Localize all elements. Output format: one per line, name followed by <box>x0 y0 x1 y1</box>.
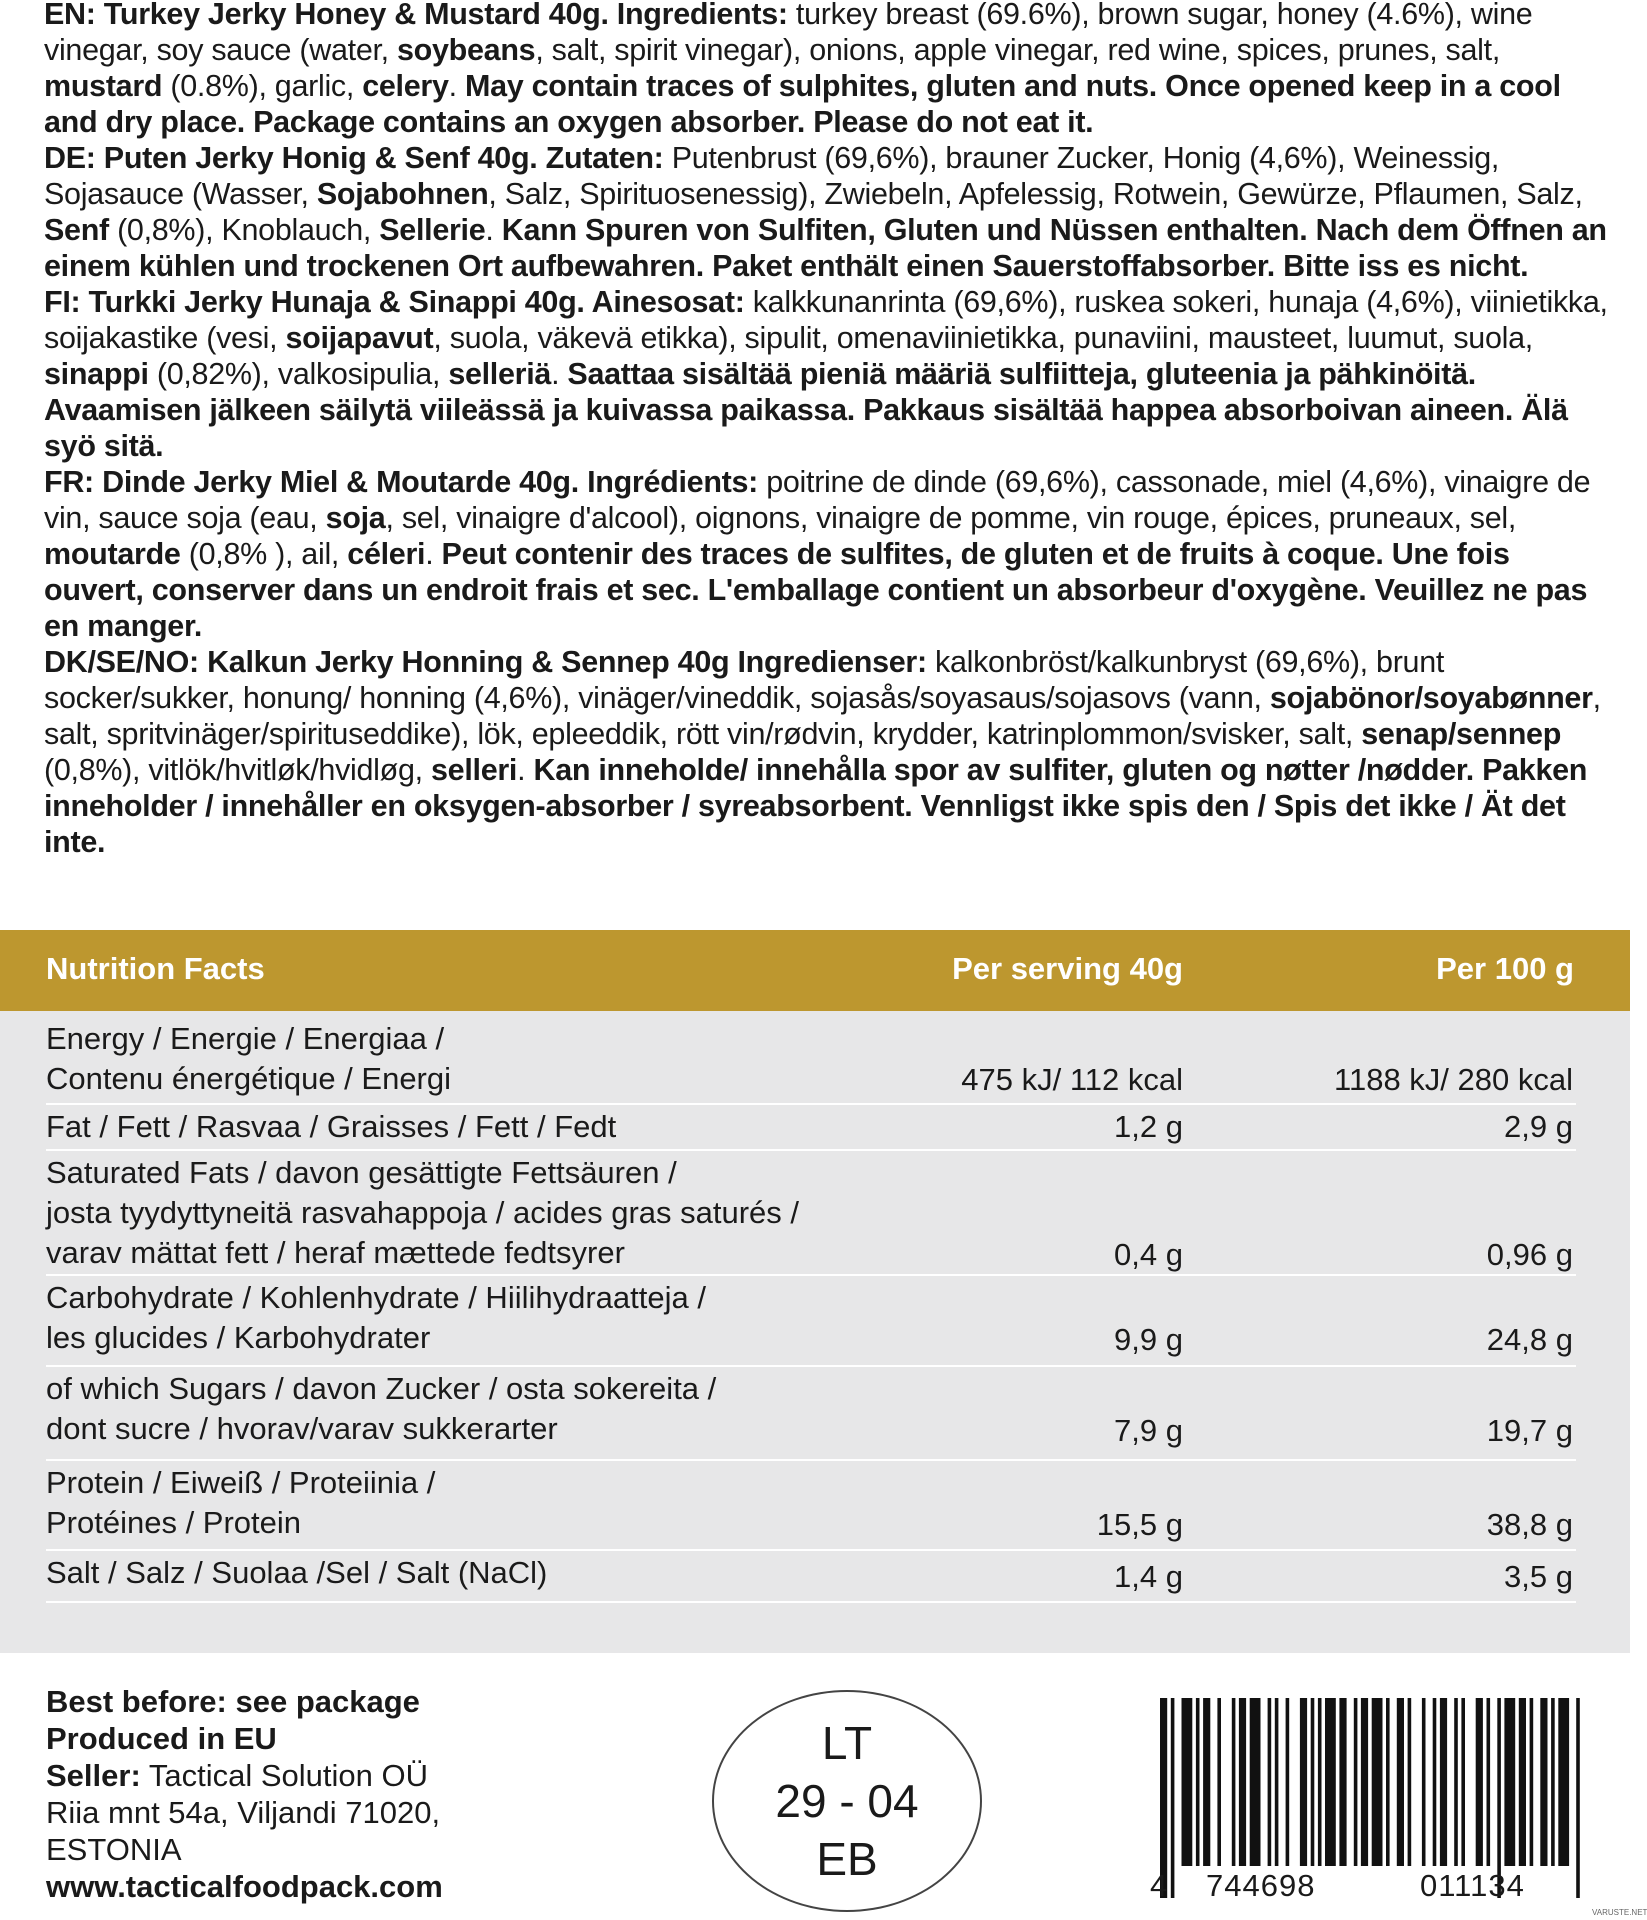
barcode-bar <box>1182 1698 1193 1866</box>
seller-name: Tactical Solution OÜ <box>140 1758 428 1793</box>
stamp-region: EB <box>816 1833 878 1885</box>
ingredient-text-bold: sinappi <box>44 357 149 391</box>
barcode-bar <box>1551 1698 1555 1866</box>
produced-in: Produced in EU <box>46 1721 277 1756</box>
ingredient-text-bold: FR: Dinde Jerky Miel & Moutarde 40g. Ingrédients: <box>44 465 767 499</box>
ingredient-text: , suola, väkevä etikka), sipulit, omenaviinietikka, punaviini, mausteet, luumut, suola, <box>433 321 1533 355</box>
barcode-bar <box>1325 1698 1336 1866</box>
nutrition-row-energy <box>46 1017 1576 1105</box>
ingredient-text-bold: Peut contenir des traces de sulfites, de gluten et de fruits à coque. Une fois ouvert, conserver dans un endroit frais et sec. L'emballage contient un absorbeur d'oxygène. Veuillez ne pas en manger. <box>44 537 1588 643</box>
nutrient-label: Fat / Fett / Rasvaa / Graisses / Fett / Fedt <box>46 1109 617 1144</box>
barcode <box>1150 1698 1590 1910</box>
nutrition-table <box>0 930 1630 1653</box>
stamp-country: LT <box>821 1717 873 1769</box>
barcode-bar <box>1286 1698 1290 1866</box>
per-serving-value: 9,9 g <box>1114 1322 1183 1357</box>
nutrient-label: Salt / Salz / Suolaa /Sel / Salt (NaCl) <box>46 1555 548 1590</box>
barcode-bar <box>1354 1698 1358 1866</box>
per-100g-value: 3,5 g <box>1504 1559 1573 1594</box>
ingredient-text: , sel, vinaigre d'alcool), oignons, vinaigre de pomme, vin rouge, épices, pruneaux, sel, <box>385 501 1517 535</box>
ingredient-text-bold: mustard <box>44 69 163 103</box>
nutrient-label: of which Sugars / davon Zucker / osta sokereita / dont sucre / hvorav/varav sukkerarter <box>46 1371 717 1446</box>
per-serving-value: 7,9 g <box>1114 1413 1183 1448</box>
ingredient-text-bold: moutarde <box>44 537 181 571</box>
barcode-bar <box>1397 1698 1404 1866</box>
barcode-digits-right: 011134 <box>1420 1868 1525 1903</box>
barcode-bar <box>1422 1698 1426 1866</box>
barcode-bar <box>1440 1698 1447 1866</box>
barcode-bar <box>1519 1698 1526 1866</box>
ingredient-text-bold: soja <box>325 501 386 535</box>
ingredient-text: . <box>485 213 502 247</box>
per-100g-value: 2,9 g <box>1504 1109 1573 1144</box>
barcode-bar <box>1504 1698 1515 1866</box>
per-100g-value: 0,96 g <box>1486 1237 1573 1272</box>
barcode-bar <box>1311 1698 1315 1866</box>
ingredients-fr <box>44 464 1614 644</box>
ingredient-text: . <box>517 753 534 787</box>
barcode-bar <box>1300 1698 1307 1866</box>
barcode-bar <box>1217 1698 1221 1866</box>
barcode-bar <box>1339 1698 1346 1866</box>
barcode-bar <box>1250 1698 1261 1866</box>
ingredient-text-bold: DE: Puten Jerky Honig & Senf 40g. Zutaten: <box>44 141 672 175</box>
barcode-bar <box>1361 1698 1368 1866</box>
barcode-bar <box>1558 1698 1569 1866</box>
ingredient-text: (0,8% ), ail, <box>180 537 348 571</box>
barcode-bar <box>1239 1698 1246 1866</box>
seller-label: Seller: <box>46 1758 141 1793</box>
health-mark-stamp <box>712 1690 982 1912</box>
ingredient-text: (0,82%), valkosipulia, <box>148 357 449 391</box>
barcode-bar <box>1268 1698 1272 1866</box>
ingredient-text: turkey breast (69.6%), brown sugar, honey (4.6%), wine vinegar, soy sauce (water, <box>44 0 1533 67</box>
ingredient-text: (0,8%), vitlök/hvitløk/hvidløg, <box>44 753 432 787</box>
nutrient-label: Protein / Eiweiß / Proteiinia / Protéines / Protein <box>46 1465 436 1540</box>
ingredient-text-bold: céleri <box>347 537 426 571</box>
ingredient-text-bold: selleriä <box>448 357 552 391</box>
nutrient-label: Energy / Energie / Energiaa / Contenu énergétique / Energi <box>46 1021 452 1096</box>
ingredient-text: , Salz, Spirituosenessig), Zwiebeln, Apfelessig, Rotwein, Gewürze, Pflaumen, Salz, <box>488 177 1583 211</box>
barcode-bar <box>1318 1698 1322 1866</box>
barcode-bar <box>1408 1698 1412 1866</box>
seller-address: Riia mnt 54a, Viljandi 71020, <box>46 1795 441 1830</box>
ingredient-text-bold: Kann Spuren von Sulfiten, Gluten und Nüssen enthalten. Nach dem Öffnen an einem kühlen und trockenen Ort aufbewahren. Paket enthält einen Sauerstoffabsorber. Bitte iss es nicht. <box>44 213 1607 283</box>
ingredients-fi <box>44 284 1614 464</box>
ingredient-text: , salt, spritvinäger/spirituseddike), lök, epleeddik, rött vin/rødvin, krydder, katrinplommon/svisker, salt, <box>44 681 1601 751</box>
nutrition-row-saturated-fats <box>46 1151 1576 1276</box>
nutrition-row-sugars <box>46 1367 1576 1461</box>
ingredient-text-bold: sojabönor/soyabønner <box>1269 681 1593 715</box>
ingredient-text: Putenbrust (69,6%), brauner Zucker, Honig (4,6%), Weinessig, Sojasauce (Wasser, <box>44 141 1500 211</box>
ingredient-text-bold: EN: Turkey Jerky Honey & Mustard 40g. Ingredients: <box>44 0 796 31</box>
ingredients-en <box>44 0 1614 140</box>
nutrition-title: Nutrition Facts <box>46 951 265 986</box>
per-100g-value: 19,7 g <box>1486 1413 1573 1448</box>
per-serving-value: 0,4 g <box>1114 1237 1183 1272</box>
ingredient-text-bold: May contain traces of sulphites, gluten and nuts. Once opened keep in a cool and dry place. Package contains an oxygen absorber. Please do not eat it. <box>44 69 1561 139</box>
nutrition-row-carbohydrate <box>46 1276 1576 1367</box>
ingredient-text-bold: celery <box>362 69 449 103</box>
per-serving-header: Per serving 40g <box>952 951 1183 986</box>
ingredient-text-bold: Sellerie <box>379 213 486 247</box>
barcode-bar <box>1461 1698 1465 1866</box>
barcode-digit-first: 4 <box>1150 1868 1168 1903</box>
ingredient-text-bold: soybeans <box>397 33 536 67</box>
nutrition-row-protein <box>46 1461 1576 1551</box>
seller-country: ESTONIA <box>46 1832 182 1867</box>
barcode-bar <box>1454 1698 1458 1866</box>
barcode-bar <box>1487 1698 1491 1866</box>
stamp-number: 29 - 04 <box>775 1775 919 1827</box>
nutrition-header <box>0 930 1630 1011</box>
barcode-bar <box>1372 1698 1383 1866</box>
ingredient-text: . <box>425 537 442 571</box>
best-before: Best before: see package <box>46 1684 420 1719</box>
producer-info <box>46 1683 443 1905</box>
per-serving-value: 1,2 g <box>1114 1109 1183 1144</box>
barcode-bar <box>1196 1698 1200 1866</box>
barcode-bar <box>1232 1698 1236 1866</box>
per-100g-value: 38,8 g <box>1486 1507 1573 1542</box>
ingredient-text-bold: FI: Turkki Jerky Hunaja & Sinappi 40g. Ainesosat: <box>44 285 753 319</box>
barcode-bar <box>1530 1698 1534 1866</box>
ingredients-list <box>44 0 1614 860</box>
ingredient-text-bold: Saattaa sisältää pieniä määriä sulfiitteja, gluteenia ja pähkinöitä. Avaamisen jälkeen säilytä viileässä ja kuivassa paikassa. Pakkaus sisältää happea absorboivan aineen. Älä syö sitä. <box>44 357 1568 463</box>
barcode-bar <box>1576 1698 1580 1898</box>
nutrition-row-fat <box>46 1105 1576 1151</box>
ingredient-text: (0,8%), Knoblauch, <box>108 213 380 247</box>
barcode-bar <box>1476 1698 1483 1866</box>
watermark: VARUSTE.NET <box>1592 1908 1647 1917</box>
ingredient-text-bold: soijapavut <box>285 321 434 355</box>
ingredient-text-bold: senap/sennep <box>1361 717 1562 751</box>
per-100g-header: Per 100 g <box>1436 951 1574 986</box>
per-100g-value: 24,8 g <box>1486 1322 1573 1357</box>
barcode-bar <box>1171 1698 1175 1898</box>
barcode-bar <box>1203 1698 1210 1866</box>
nutrient-label: Saturated Fats / davon gesättigte Fettsäuren / josta tyydyttyneitä rasvahappoja / acides gras saturés / varav mättat fett / heraf mættede fedtsyrer <box>46 1155 800 1270</box>
per-serving-value: 475 kJ/ 112 kcal <box>961 1062 1183 1097</box>
ingredient-text: (0.8%), garlic, <box>162 69 363 103</box>
barcode-digits-left: 744698 <box>1206 1868 1316 1903</box>
ingredient-text: . <box>448 69 465 103</box>
ingredient-text: . <box>551 357 568 391</box>
per-serving-value: 15,5 g <box>1096 1507 1183 1542</box>
website-link: www.tacticalfoodpack.com <box>46 1869 443 1904</box>
ingredient-text: kalkonbröst/kalkunbryst (69,6%), brunt socker/sukker, honung/ honning (4,6%), vinäger/vineddik, sojasås/soyasaus/sojasovs (vann, <box>44 645 1445 715</box>
nutrition-row-salt <box>46 1551 1576 1603</box>
barcode-bar <box>1433 1698 1437 1866</box>
ingredient-text-bold: Kan inneholde/ innehålla spor av sulfiter, gluten og nøtter /nødder. Pakken inneholder / innehåller en oksygen-absorber / syreabsorbent. Vennligst ikke spis den / Spis det ikke / Ät det inte. <box>44 753 1588 859</box>
ingredient-text: , salt, spirit vinegar), onions, apple vinegar, red wine, spices, prunes, salt, <box>535 33 1500 67</box>
ingredient-text-bold: Senf <box>44 213 109 247</box>
per-serving-value: 1,4 g <box>1114 1559 1183 1594</box>
barcode-bar <box>1275 1698 1279 1866</box>
per-100g-value: 1188 kJ/ 280 kcal <box>1334 1062 1573 1097</box>
barcode-bar <box>1540 1698 1547 1866</box>
ingredients-de <box>44 140 1614 284</box>
ingredient-text-bold: Sojabohnen <box>316 177 489 211</box>
ingredient-text-bold: selleri <box>431 753 518 787</box>
ingredients-dk-se-no <box>44 644 1614 860</box>
ingredient-text: poitrine de dinde (69,6%), cassonade, miel (4,6%), vinaigre de vin, sauce soja (eau, <box>44 465 1591 535</box>
ingredient-text-bold: DK/SE/NO: Kalkun Jerky Honning & Sennep 40g Ingredienser: <box>44 645 936 679</box>
ingredient-text: kalkkunanrinta (69,6%), ruskea sokeri, hunaja (4,6%), viinietikka, soijakastike (vesi, <box>44 285 1608 355</box>
barcode-bar <box>1386 1698 1390 1866</box>
nutrient-label: Carbohydrate / Kohlenhydrate / Hiilihydraatteja / les glucides / Karbohydrater <box>46 1280 706 1355</box>
